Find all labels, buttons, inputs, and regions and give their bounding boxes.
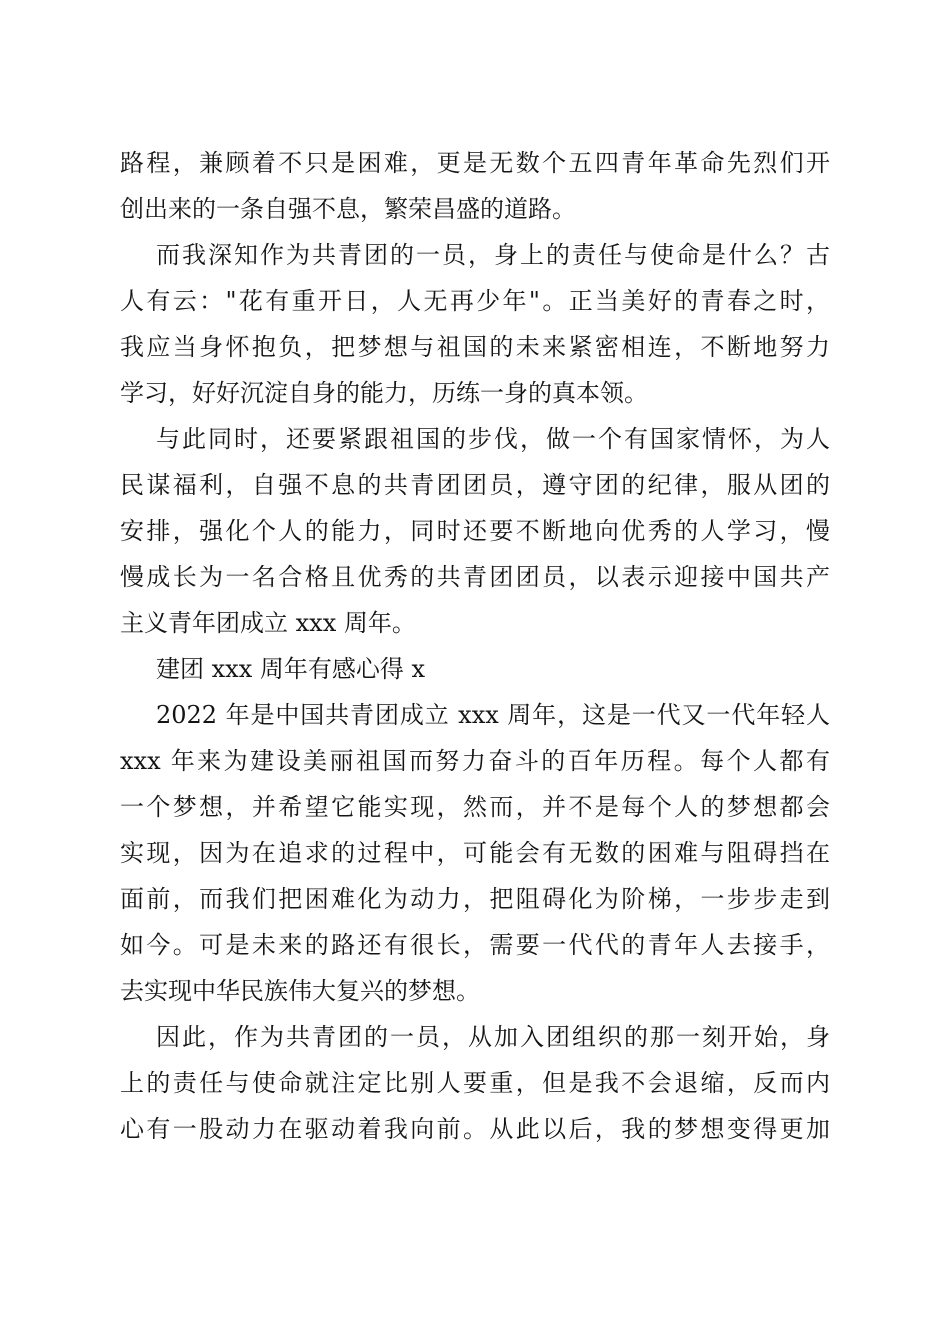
text-line bbox=[120, 646, 830, 692]
text-line-content: 人有云："花有重开日，人无再少年"。正当美好的青春之时， bbox=[120, 287, 830, 315]
text-line-content: 主义青年团成立 xxx 周年。 bbox=[120, 609, 416, 637]
text-line bbox=[120, 416, 830, 462]
text-line-content: xxx 年来为建设美丽祖国而努力奋斗的百年历程。每个人都有 bbox=[120, 747, 830, 775]
text-line-content: 面前，而我们把困难化为动力，把阻碍化为阶梯，一步步走到 bbox=[120, 885, 830, 913]
text-line bbox=[120, 968, 830, 1014]
text-line bbox=[120, 370, 830, 416]
text-line-content: 而我深知作为共青团的一员，身上的责任与使命是什么？古 bbox=[156, 241, 830, 269]
text-line-content: 学习，好好沉淀自身的能力，历练一身的真本领。 bbox=[120, 379, 648, 407]
text-line-content: 一个梦想，并希望它能实现，然而，并不是每个人的梦想都会 bbox=[120, 793, 830, 821]
text-line-content: 民谋福利，自强不息的共青团团员，遵守团的纪律，服从团的 bbox=[120, 471, 830, 499]
text-line bbox=[120, 278, 830, 324]
text-line bbox=[120, 324, 830, 370]
document-body bbox=[120, 140, 830, 1152]
text-line bbox=[120, 1106, 830, 1152]
text-line-content: 路程，兼顾着不只是困难，更是无数个五四青年革命先烈们开 bbox=[120, 149, 830, 177]
text-line-content: 实现，因为在追求的过程中，可能会有无数的困难与阻碍挡在 bbox=[120, 839, 830, 867]
text-line bbox=[120, 876, 830, 922]
text-line bbox=[120, 692, 830, 738]
text-line-content: 我应当身怀抱负，把梦想与祖国的未来紧密相连，不断地努力 bbox=[120, 333, 830, 361]
text-line-content: 心有一股动力在驱动着我向前。从此以后，我的梦想变得更加 bbox=[120, 1115, 830, 1143]
text-line bbox=[120, 462, 830, 508]
text-line-content: 创出来的一条自强不息，繁荣昌盛的道路。 bbox=[120, 195, 576, 223]
text-line bbox=[120, 830, 830, 876]
text-line bbox=[120, 554, 830, 600]
text-line bbox=[120, 1014, 830, 1060]
text-line-content: 慢成长为一名合格且优秀的共青团团员，以表示迎接中国共产 bbox=[120, 563, 830, 591]
text-line bbox=[120, 600, 830, 646]
text-line bbox=[120, 922, 830, 968]
text-line-content: 建团 xxx 周年有感心得 x bbox=[156, 655, 426, 683]
text-line-content: 如今。可是未来的路还有很长，需要一代代的青年人去接手， bbox=[120, 931, 830, 959]
text-line-content: 上的责任与使命就注定比别人要重，但是我不会退缩，反而内 bbox=[120, 1069, 830, 1097]
text-line bbox=[120, 232, 830, 278]
text-line bbox=[120, 1060, 830, 1106]
text-line-content: 安排，强化个人的能力，同时还要不断地向优秀的人学习，慢 bbox=[120, 517, 830, 545]
text-line-content: 去实现中华民族伟大复兴的梦想。 bbox=[120, 977, 480, 1005]
text-line-content: 2022 年是中国共青团成立 xxx 周年，这是一代又一代年轻人 bbox=[156, 701, 830, 729]
text-line-content: 与此同时，还要紧跟祖国的步伐，做一个有国家情怀，为人 bbox=[156, 425, 830, 453]
text-line-content: 因此，作为共青团的一员，从加入团组织的那一刻开始，身 bbox=[156, 1023, 830, 1051]
text-line bbox=[120, 140, 830, 186]
text-line bbox=[120, 738, 830, 784]
text-line bbox=[120, 186, 830, 232]
text-line bbox=[120, 508, 830, 554]
text-line bbox=[120, 784, 830, 830]
